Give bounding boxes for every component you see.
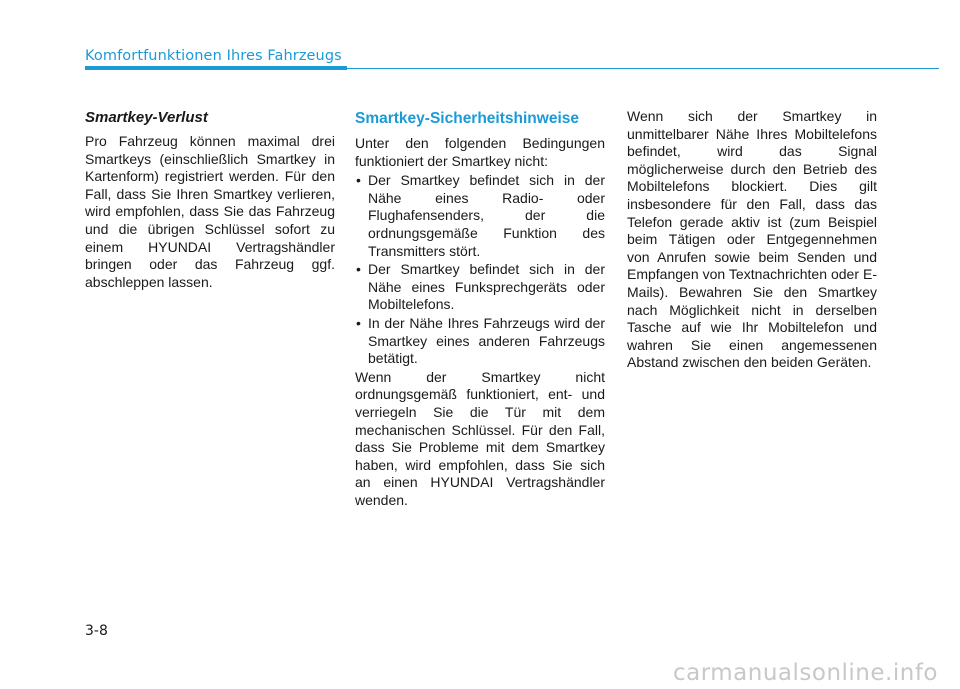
column-left [85, 108, 335, 291]
smartkey-loss-paragraph: Pro Fahrzeug können maximal drei Smartkeys (einschließlich Smartkey in Kartenform) registriert werden. Für den Fall, dass Sie Ihren Smartkey verlieren, wird empfohlen, dass Sie das Fahrzeug und die übrigen Schlüssel sofort zu einem HYUNDAI Vertragshändler bringen oder das Fahrzeug ggf. abschleppen lassen. [85, 133, 335, 290]
header-rule-thin [347, 68, 939, 69]
safety-notes-heading: Smartkey-Sicherheitshinweise [355, 110, 579, 127]
section-title: Komfortfunktionen Ihres Fahrzeugs [85, 48, 342, 64]
column-right [627, 108, 877, 372]
list-item [355, 261, 605, 314]
list-item-text: In der Nähe Ihres Fahrzeugs wird der Smartkey eines anderen Fahrzeugs betätigt. [368, 314, 605, 367]
column-middle [355, 108, 605, 509]
list-item [355, 172, 605, 260]
safety-notes-intro: Unter den folgenden Bedingungen funktioniert der Smartkey nicht: [355, 135, 605, 169]
bullet-icon: • [356, 261, 361, 278]
page-number: 3-8 [85, 623, 108, 639]
bullet-icon: • [356, 314, 361, 331]
list-item [355, 315, 605, 368]
smartkey-loss-heading: Smartkey-Verlust [85, 109, 208, 126]
mobile-phone-paragraph: Wenn sich der Smartkey in unmittelbarer Nähe Ihres Mobiltelefons befindet, wird das Signal möglicherweise durch den Betrieb des Mobiltelefons blockiert. Dies gilt insbesondere für den Fall, dass das Telefon gerade aktiv ist (zum Beispiel beim Tätigen oder Entgegennehmen von Anrufen sowie beim Senden und Empfangen von Textnachrichten oder E-Mails). Bewahren Sie den Smartkey nach Möglichkeit nicht in derselben Tasche auf wie Ihr Mobiltelefon und wahren Sie einen angemessenen Abstand zwischen den beiden Geräten. [627, 108, 877, 371]
list-item-text: Der Smartkey befindet sich in der Nähe eines Funksprechgeräts oder Mobiltelefons. [368, 261, 605, 313]
safety-notes-list [355, 172, 605, 368]
bullet-icon: • [356, 172, 361, 189]
list-item-text: Der Smartkey befindet sich in der Nähe eines Radio- oder Flughafensenders, der die ordnungsgemäße Funktion des Transmitters stört. [368, 172, 605, 259]
watermark: carmanualsonline.info [672, 660, 938, 686]
malfunction-paragraph: Wenn der Smartkey nicht ordnungsgemäß funktioniert, ent- und verriegeln Sie die Tür mit dem mechanischen Schlüssel. Für den Fall, dass Sie Probleme mit dem Smartkey haben, wird empfohlen, dass Sie sich an einen HYUNDAI Vertragshändler wenden. [355, 368, 605, 508]
header-rule-thick [85, 66, 347, 70]
